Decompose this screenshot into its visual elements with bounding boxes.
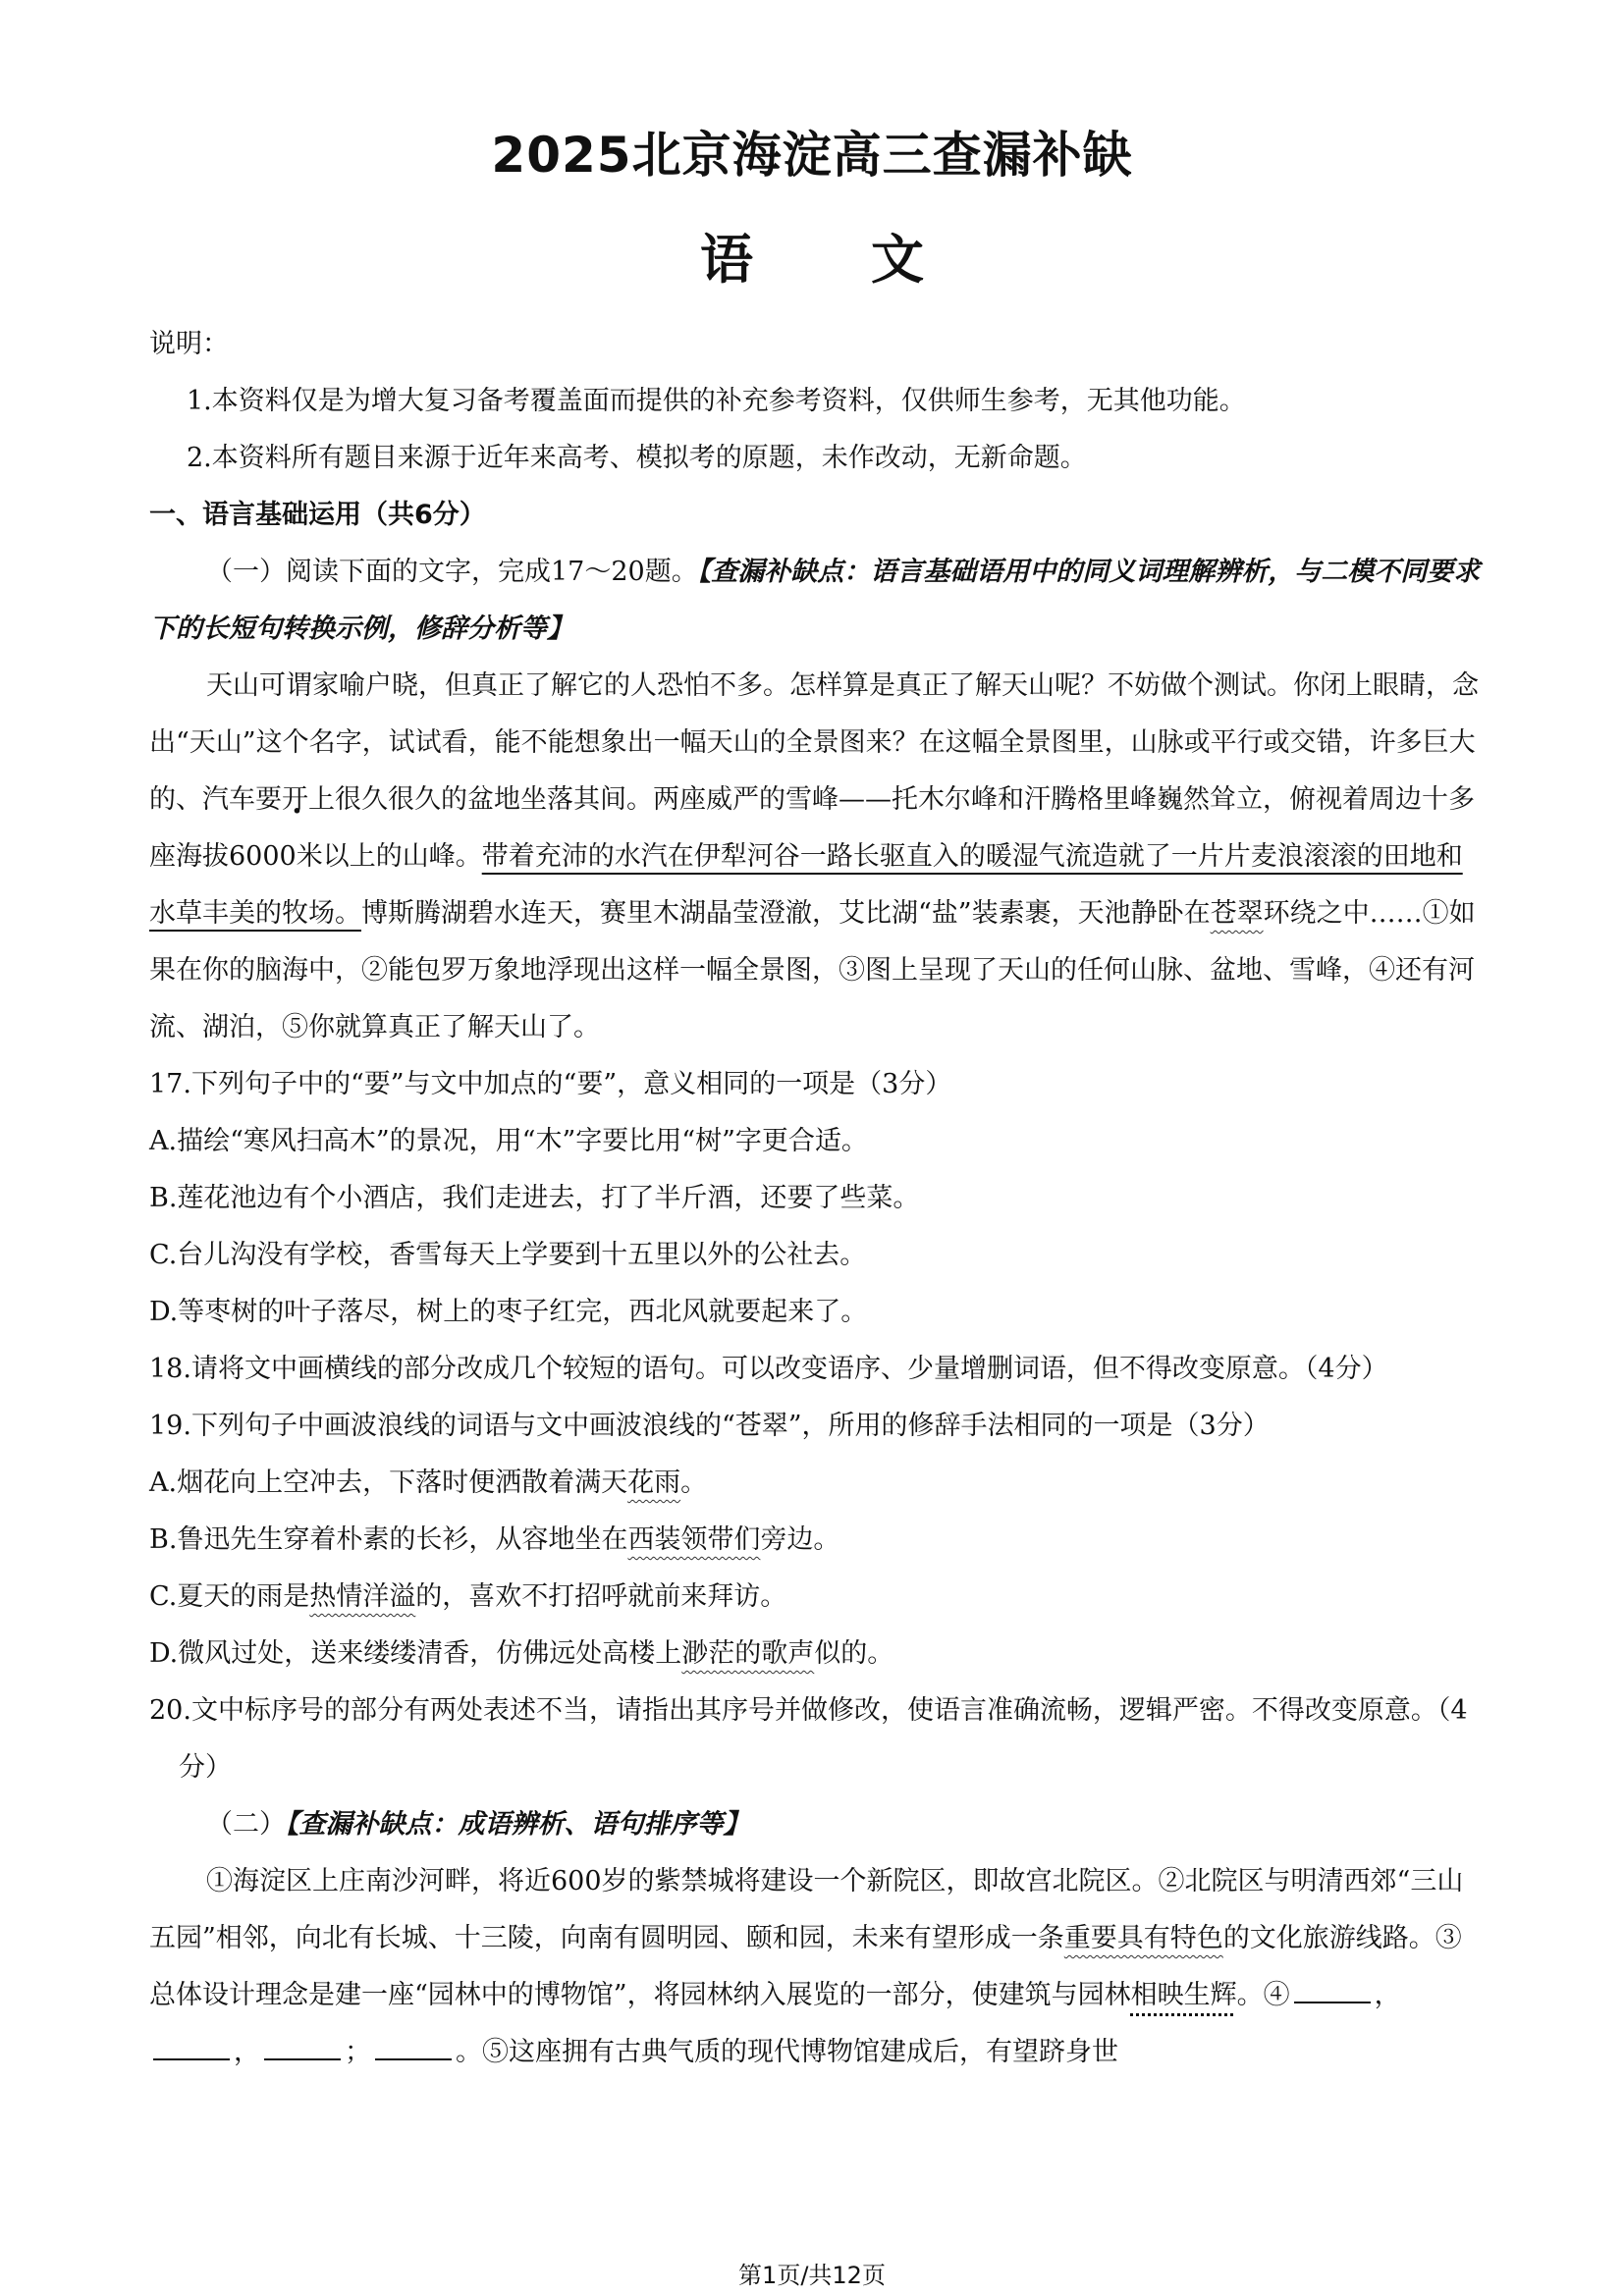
passage2-text-2: 的文化旅游线路。③总体设计理念是建一座“园林中的博物馆”，将园林纳入展览的一部分，使建筑与园林 (149, 1923, 1462, 2010)
q19-d-wavy: 渺茫的歌声 (681, 1638, 815, 1669)
blank-4[interactable] (375, 2035, 452, 2060)
q19-c-end: 的，喜欢不打招呼就前来拜访。 (415, 1581, 787, 1612)
q18-stem: 18.请将文中画横线的部分改成几个较短的语句。可以改变语序、少量增删词语，但不得改变原意。（4分） (149, 1354, 1388, 1384)
passage-2 (149, 1853, 1485, 2081)
intro-line-2: 2.本资料所有题目来源于近年来高考、模拟考的原题，未作改动，无新命题。 (187, 443, 1087, 473)
q19-b-wavy: 西装领带们 (627, 1524, 761, 1555)
subject-title (0, 218, 1624, 294)
document-body (149, 316, 1485, 2081)
wavy-word: 苍翠 (1210, 898, 1264, 929)
sep-comma-1: ， (1374, 1980, 1401, 2010)
q17-option-a: A.描绘“寒风扫高木”的景况，用“木”字要比用“树”字更合适。 (149, 1126, 868, 1156)
document-title: 2025北京海淀高三查漏补缺 (491, 127, 1133, 184)
part1-lead: （一）阅读下面的文字，完成17～20题。 (206, 557, 698, 587)
passage2-wavy: 重要具有特色 (1063, 1923, 1223, 1953)
q19-a-text: A.烟花向上空冲去，下落时便洒散着满天 (149, 1468, 628, 1498)
passage1-text-4: 环绕之中……①如果在你的脑海中，②能包罗万象地浮现出这样一幅全景图，③图上呈现了天山的任何山脉、盆地、雪峰，④还有河流、湖泊，⑤你就算真正了解天山了。 (149, 898, 1476, 1042)
sep-comma-2: ， (234, 2037, 260, 2067)
q19-a-wavy: 花雨 (627, 1468, 681, 1498)
blank-2[interactable] (153, 2035, 230, 2060)
intro-label: 说明： (149, 329, 229, 359)
q19-stem: 19.下列句子中画波浪线的词语与文中画波浪线的“苍翠”，所用的修辞手法相同的一项是（3分） (149, 1411, 1270, 1441)
underlined-sentence: 带着充沛的水汽在伊犁河谷一路长驱直入的暖湿气流造就了一片片麦浪滚滚的田地和水草丰美的牧场。 (149, 841, 1463, 929)
q19-b-text: B.鲁迅先生穿着朴素的长衫，从容地坐在 (149, 1524, 628, 1555)
passage1-text-1: 天山可谓家喻户晓，但真正了解它的人恐怕不多。怎样算是真正了解天山呢？不妨做个测试。你闭上眼睛，念出“天山”这个名字，试试看，能不能想象出一幅天山的全景图来？在这幅全景图里，山脉或平行或交错，许多巨大的、汽车 (149, 670, 1479, 815)
page-number: 第1页/共12页 (738, 2262, 886, 2289)
part1-note: 【查漏补缺点：语言基础语用中的同义词理解辨析，与二模不同要求下的长短句转换示例，修辞分析等】 (149, 557, 1481, 644)
dotted-word: 要 (255, 784, 282, 815)
subject-char-2: 文 (871, 229, 924, 291)
q19-a-end: 。 (680, 1468, 708, 1498)
q19-c-wavy: 热情洋溢 (309, 1581, 416, 1612)
part2-instruction (149, 1796, 1485, 1853)
passage-1 (149, 658, 1485, 1056)
passage2-dotted: 相映生辉 (1130, 1980, 1237, 2010)
q17-option-c: C.台儿沟没有学校，香雪每天上学要到十五里以外的公社去。 (149, 1240, 867, 1270)
q19-option-b (149, 1512, 1485, 1569)
blank-3[interactable] (264, 2035, 341, 2060)
section-heading: 一、语言基础运用（共6分） (149, 500, 486, 530)
part2-lead: （二） (206, 1809, 286, 1840)
q17-option-d: D.等枣树的叶子落尽，树上的枣子红完，西北风就要起来了。 (149, 1297, 868, 1327)
q17-stem: 17.下列句子中的“要”与文中加点的“要”，意义相同的一项是（3分） (149, 1069, 952, 1099)
q19-b-end: 旁边。 (760, 1524, 840, 1555)
part1-instruction (149, 544, 1485, 658)
q19-option-a (149, 1455, 1485, 1512)
part2-note: 【查漏补缺点：成语辨析、语句排序等】 (286, 1809, 750, 1840)
q19-option-d (149, 1626, 1485, 1682)
q19-d-text: D.微风过处，送来缕缕清香，仿佛远处高楼上 (149, 1638, 682, 1669)
passage1-text-2: 开上很久很久的盆地坐落其间。两座威严的雪峰——托木尔峰和汗腾格里峰巍然耸立，俯视着周边十多座海拔6000米以上的山峰。 (149, 784, 1475, 872)
subject-char-1: 语 (700, 229, 753, 291)
blank-1[interactable] (1294, 1978, 1371, 2003)
passage2-text-1: ①海淀区上庄南沙河畔，将近600岁的紫禁城将建设一个新院区，即故宫北院区。②北院区与明清西郊“三山五园”相邻，向北有长城、十三陵，向南有圆明园、颐和园，未来有望形成一条 (149, 1866, 1464, 1953)
sep-semicolon: ； (345, 2037, 371, 2067)
q19-d-end: 似的。 (814, 1638, 894, 1669)
passage1-text-3: 博斯腾湖碧水连天，赛里木湖晶莹澄澈，艾比湖“盐”装素裹，天池静卧在 (361, 898, 1211, 929)
passage2-text-4: 。⑤这座拥有古典气质的现代博物馆建成后，有望跻身世 (456, 2037, 1118, 2067)
passage2-text-3: 。④ (1236, 1980, 1290, 2010)
intro-line-1: 1.本资料仅是为增大复习备考覆盖面而提供的补充参考资料，仅供师生参考，无其他功能。 (187, 386, 1246, 416)
q17-option-b: B.莲花池边有个小酒店，我们走进去，打了半斤酒，还要了些菜。 (149, 1183, 920, 1213)
q19-option-c (149, 1569, 1485, 1626)
q20-stem: 20.文中标序号的部分有两处表述不当，请指出其序号并做修改，使语言准确流畅，逻辑严密。不得改变原意。（4分） (149, 1695, 1468, 1783)
q19-c-text: C.夏天的雨是 (149, 1581, 310, 1612)
